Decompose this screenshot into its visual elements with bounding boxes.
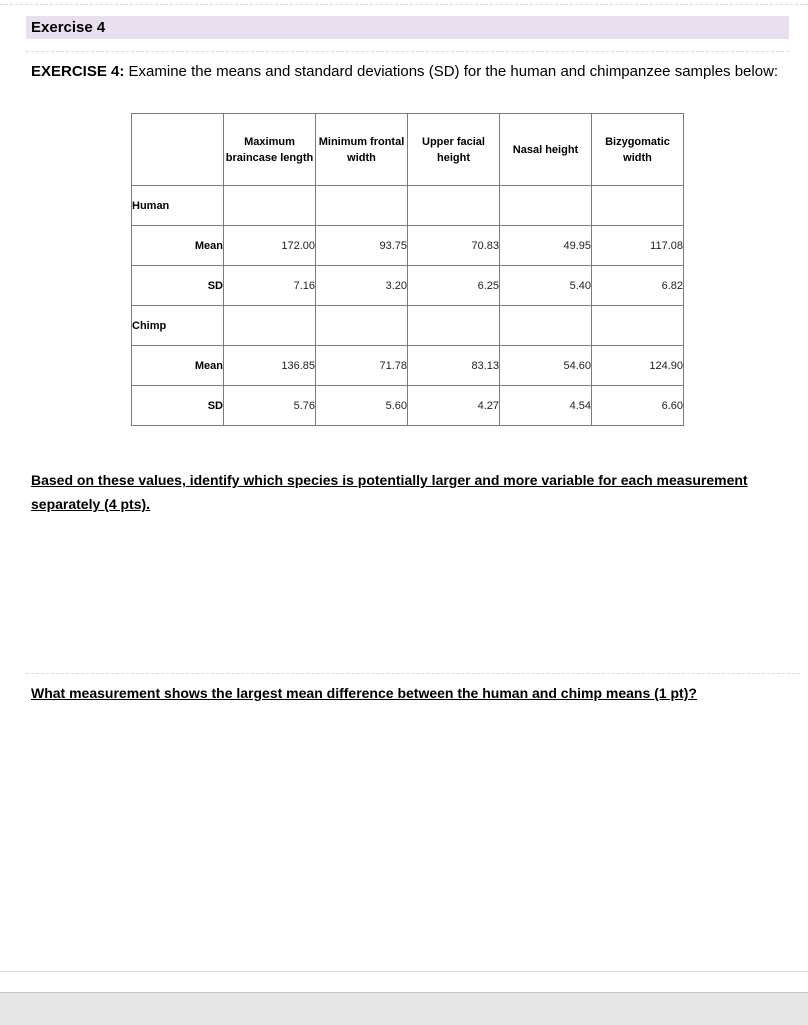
intro-text: Examine the means and standard deviations (SD) for the human and chimpanzee samples below: — [124, 63, 779, 80]
table-cell: 83.13 — [408, 346, 500, 386]
table-cell: 6.60 — [592, 386, 684, 426]
table-cell: 7.16 — [224, 266, 316, 306]
table-row — [132, 346, 684, 386]
table-header-row — [132, 114, 684, 186]
table-cell: 6.25 — [408, 266, 500, 306]
top-divider — [0, 4, 808, 5]
table-cell: 3.20 — [316, 266, 408, 306]
stat-label: SD — [132, 386, 224, 426]
table-cell: 54.60 — [500, 346, 592, 386]
bottom-toolbar — [0, 992, 808, 1025]
intro-label: EXERCISE 4: — [31, 63, 125, 80]
section-header — [26, 16, 789, 39]
stat-label: Mean — [132, 346, 224, 386]
table-row — [132, 226, 684, 266]
intro-paragraph — [31, 63, 778, 80]
table-row — [132, 266, 684, 306]
species-label-chimp: Chimp — [132, 306, 224, 346]
stat-label: SD — [132, 266, 224, 306]
table-cell: 49.95 — [500, 226, 592, 266]
question-2: What measurement shows the largest mean difference between the human and chimp means (1 pt)? — [31, 685, 697, 701]
table-row — [132, 186, 684, 226]
header-braincase-length: Maximum braincase length — [224, 114, 316, 186]
table-cell: 5.60 — [316, 386, 408, 426]
table-row — [132, 306, 684, 346]
table-cell: 4.54 — [500, 386, 592, 426]
table-cell: 70.83 — [408, 226, 500, 266]
divider — [26, 673, 800, 674]
stat-label: Mean — [132, 226, 224, 266]
table-cell: 4.27 — [408, 386, 500, 426]
section-title: Exercise 4 — [31, 19, 106, 36]
header-bizygomatic-width: Bizygomatic width — [592, 114, 684, 186]
question-1: Based on these values, identify which species is potentially larger and more variable for each measurement separately (4 pts). — [31, 472, 748, 512]
header-upper-facial-height: Upper facial height — [408, 114, 500, 186]
header-nasal-height: Nasal height — [500, 114, 592, 186]
table-cell: 5.40 — [500, 266, 592, 306]
table-cell: 124.90 — [592, 346, 684, 386]
table-cell: 93.75 — [316, 226, 408, 266]
table-cell: 71.78 — [316, 346, 408, 386]
table-cell: 117.08 — [592, 226, 684, 266]
table-cell: 6.82 — [592, 266, 684, 306]
header-frontal-width: Minimum frontal width — [316, 114, 408, 186]
table-cell: 172.00 — [224, 226, 316, 266]
table-cell: 136.85 — [224, 346, 316, 386]
measurements-table — [131, 113, 684, 426]
table-row — [132, 386, 684, 426]
divider — [26, 51, 789, 52]
table-cell: 5.76 — [224, 386, 316, 426]
page-bottom-line — [0, 971, 808, 972]
species-label-human: Human — [132, 186, 224, 226]
corner-cell — [132, 114, 224, 186]
